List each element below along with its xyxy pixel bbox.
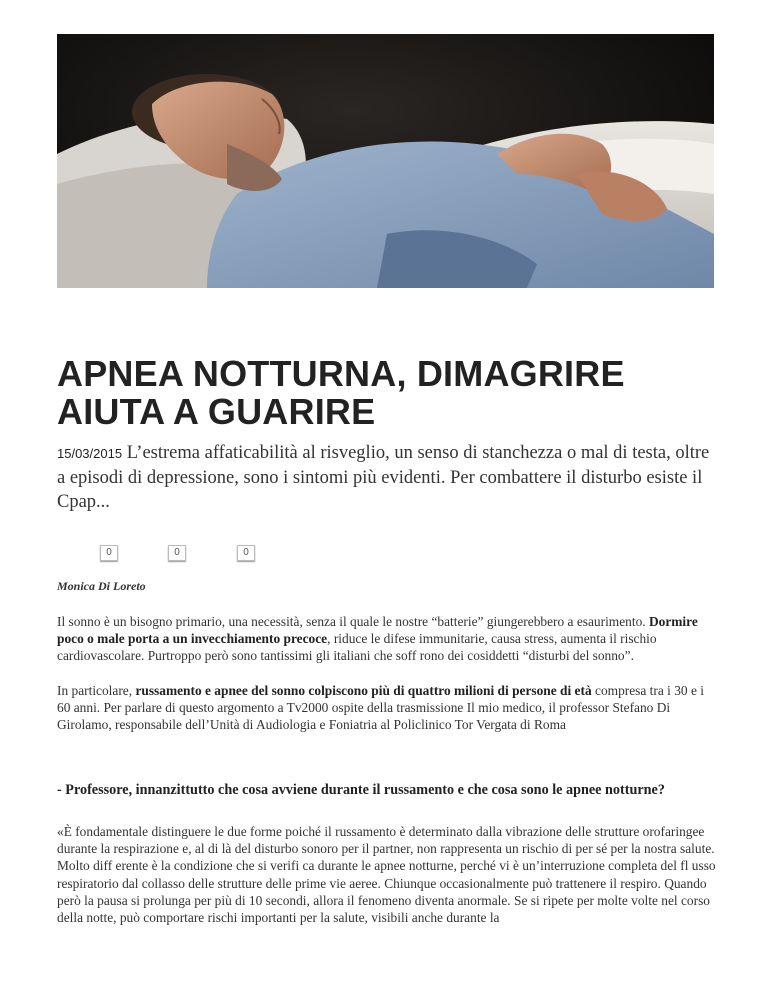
share-counter-3[interactable]: 0 xyxy=(237,540,255,561)
share-counter-2[interactable]: 0 xyxy=(168,540,186,561)
highlight-1: Dormire poco o male porta a un invecchiamento precoce xyxy=(57,614,698,647)
article-title: APNEA NOTTURNA, DIMAGRIRE AIUTA A GUARIRE xyxy=(57,353,625,432)
highlight-2: russamento e apnee del sonno colpiscono più di quattro milioni di persone di età xyxy=(135,683,592,698)
article-author: Monica Di Loreto xyxy=(57,579,146,593)
sleeping-man-illustration xyxy=(57,34,714,288)
interview-question: - Professore, innanzittutto che cosa avviene durante il russamento e che cosa sono le apnee notturne? xyxy=(57,782,665,798)
article-lead xyxy=(57,441,717,514)
paragraph-1: Il sonno è un bisogno primario, una necessità, senza il quale le nostre “batterie” giungerebbero a esaurimento. Dormire poco o male porta a un invecchiamento precoce, riduce le difese immunitarie, causa stress, aumenta il rischio cardiovascolare. Purtroppo però sono tantissimi gli italiani che soff rono dei cosiddetti “disturbi del sonno”. xyxy=(57,614,698,664)
article-date: 15/03/2015 xyxy=(57,446,123,461)
lead-text: L’estrema affaticabilità al risveglio, un senso di stanchezza o mal di testa, oltre a episodi di depressione, sono i sintomi più evidenti. Per combattere il disturbo esiste il Cpap... xyxy=(57,443,710,512)
hero-image xyxy=(57,34,714,288)
share-counter-1[interactable]: 0 xyxy=(100,540,118,561)
paragraph-3: «È fondamentale distinguere le due forme poiché il russamento è determinato dalla vibrazione delle strutture orofaringee durante la respirazione e, al di là del disturbo sonoro per il partner, non rappresenta un rischio di per sé per la nostra salute. Molto diff erente è la condizione che si verifi ca durante le apnee notturne, perché vi è un’interruzione completa del fl usso respiratorio dal collasso delle strutture delle prime vie aeree. Chiunque occasionalmente può trattenere il respiro. Quando però la pausa si prolunga per più di 10 secondi, allora il fenomeno diventa anormale. Se si ripete per molte volte nel corso della notte, può comportare rischi importanti per la salute, visibili anche durante la xyxy=(57,824,716,926)
paragraph-2: In particolare, russamento e apnee del sonno colpiscono più di quattro milioni di persone di età compresa tra i 30 e i 60 anni. Per parlare di questo argomento a Tv2000 ospite della trasmissione Il mio medico, il professor Stefano Di Girolamo, responsabile dell’Unità di Audiologia e Foniatria al Policlinico Tor Vergata di Roma xyxy=(57,683,704,733)
